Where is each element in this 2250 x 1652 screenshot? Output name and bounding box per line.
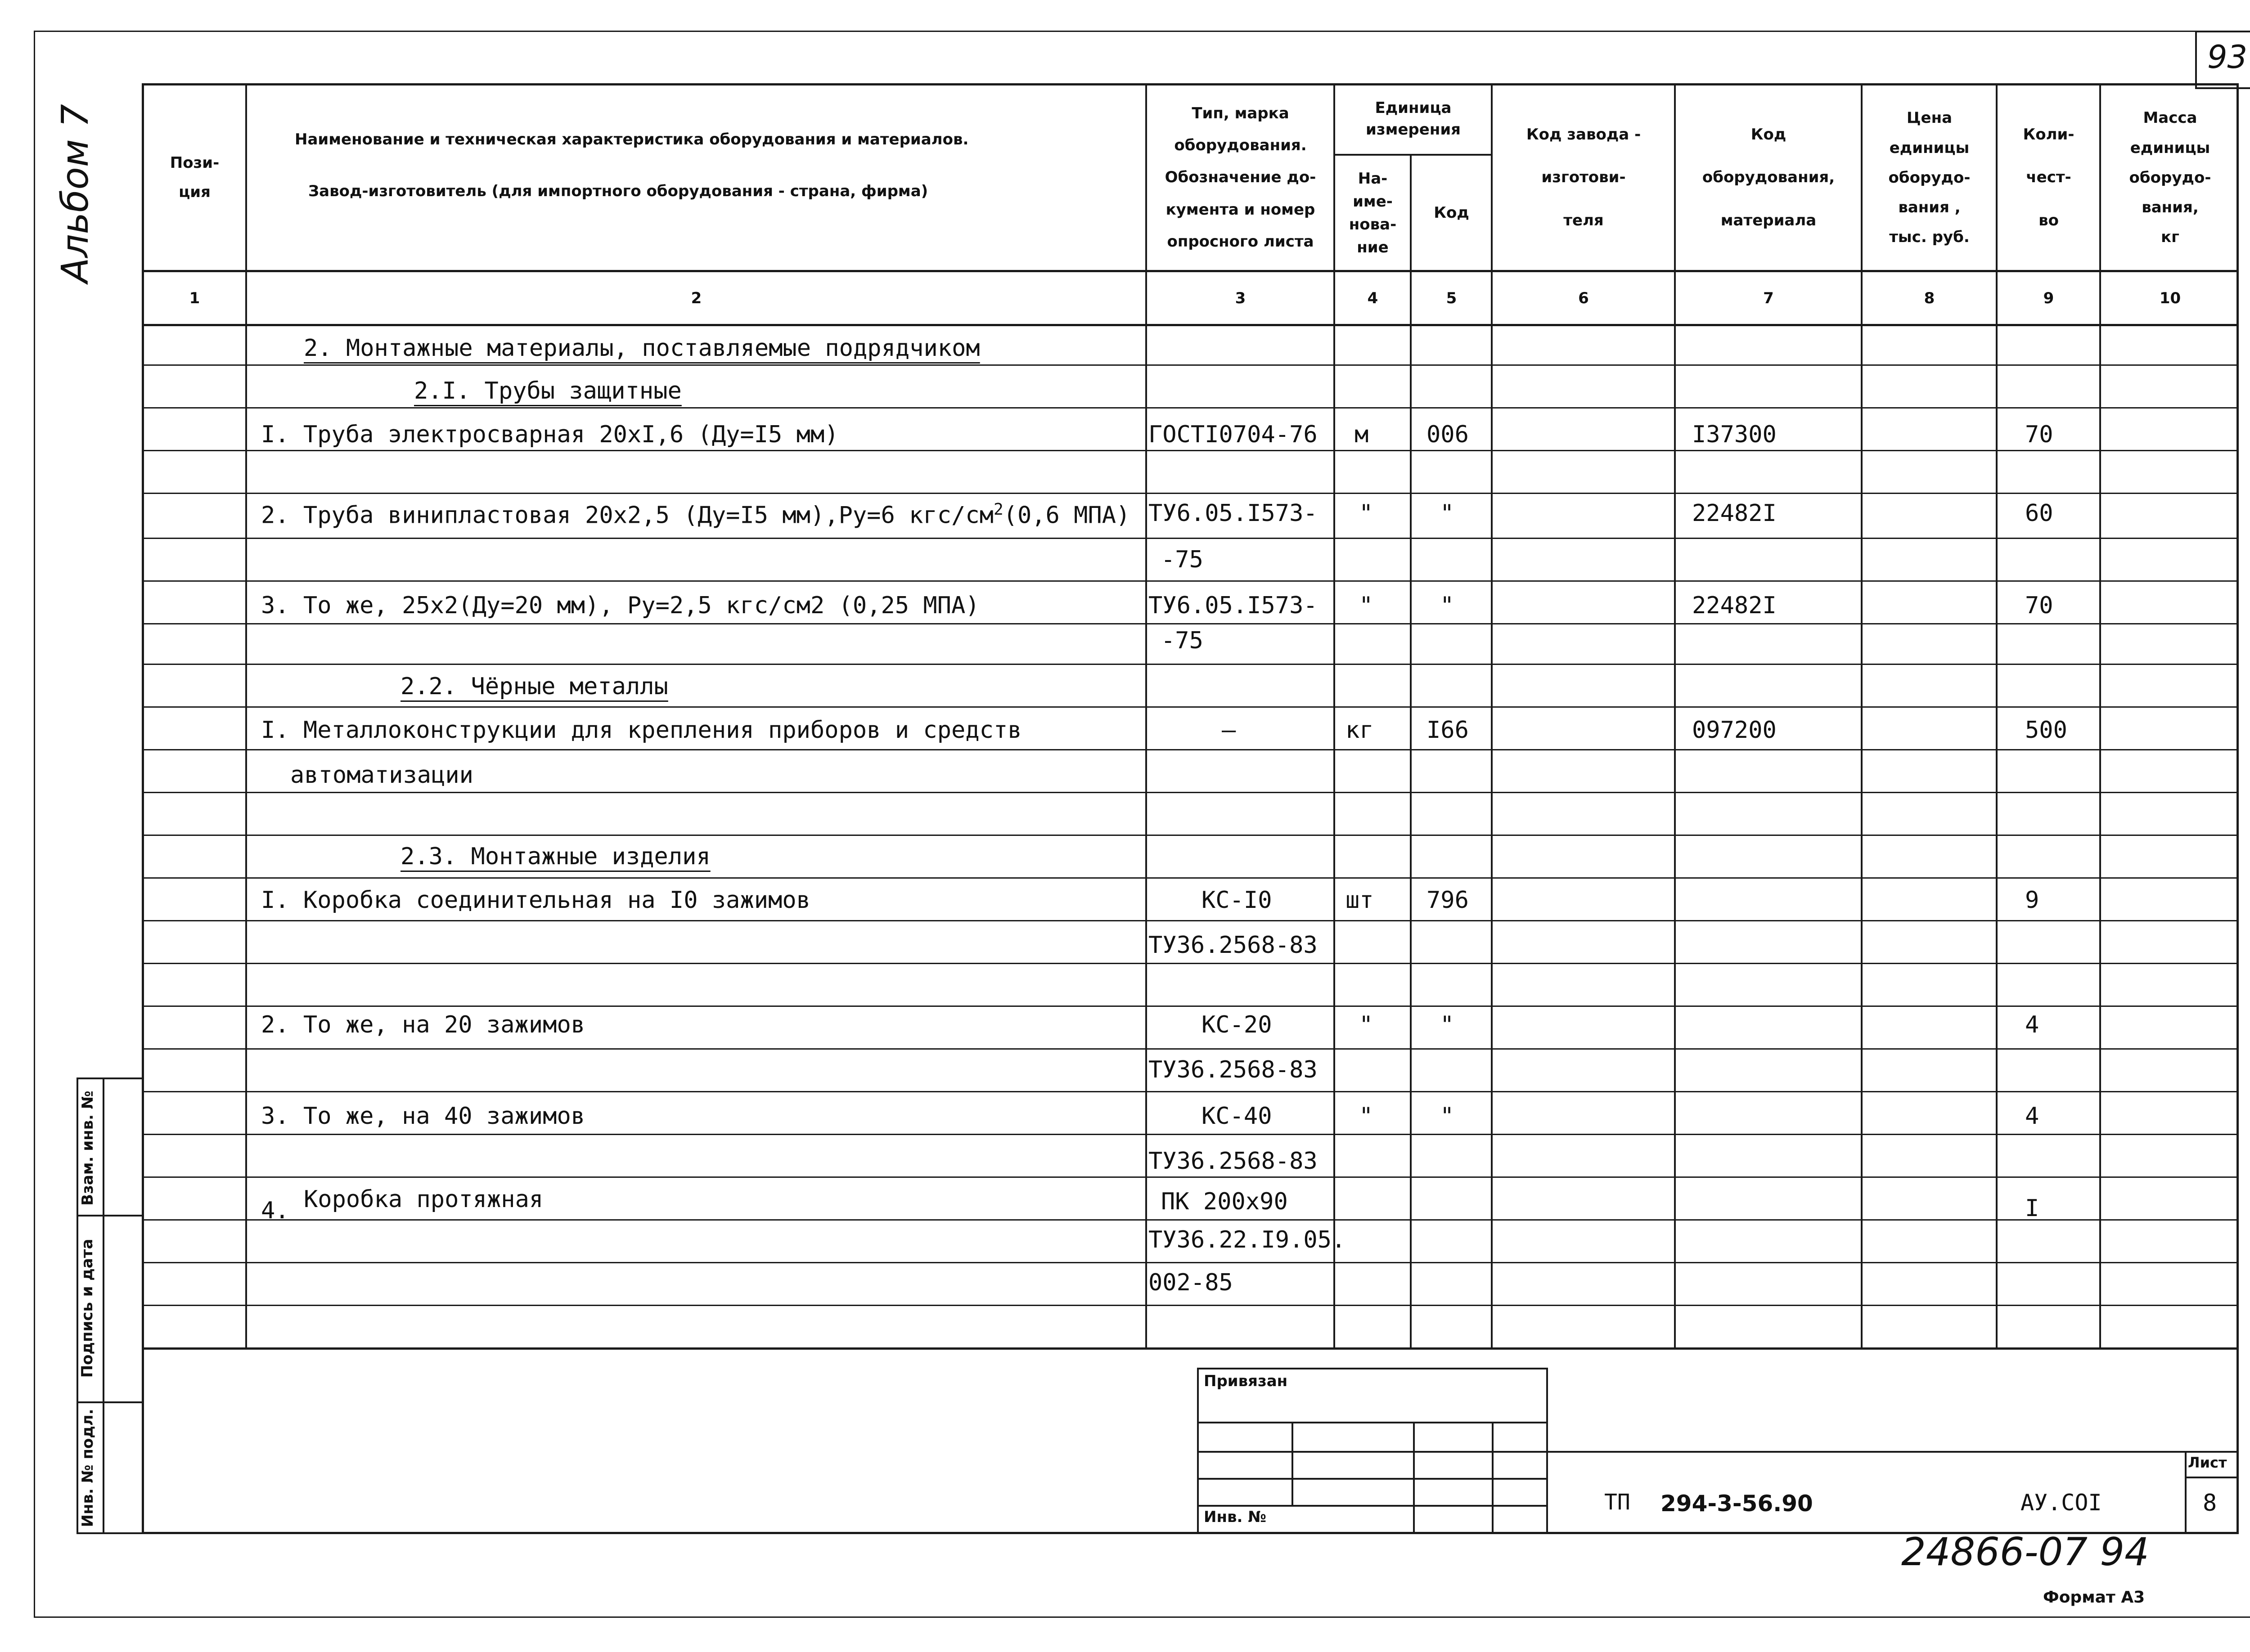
item-quantity: 500 — [2025, 717, 2067, 744]
item-name: 3. То же, 25х2(Ду=20 мм), Ру=2,5 кгс/см2 (0,25 МПА) — [261, 592, 980, 619]
item-name: 3. То же, на 40 зажимов — [261, 1103, 585, 1130]
col-line-4 — [1333, 83, 1335, 1347]
item-unit-code: " — [1440, 1103, 1454, 1130]
table-body-bottom-line — [142, 1347, 2239, 1350]
item-unit-code: 796 — [1426, 887, 1469, 914]
item-number: 4. — [261, 1197, 289, 1224]
row-line — [142, 1091, 2239, 1092]
col-line-10 — [2099, 83, 2101, 1347]
item-material-code: 097200 — [1692, 717, 1777, 744]
col-number: 10 — [2159, 289, 2181, 307]
side-label-vzam: Взам. инв. № — [79, 1091, 97, 1206]
col-number: 5 — [1446, 289, 1457, 307]
col-number: 8 — [1924, 289, 1935, 307]
item-unit: шт — [1346, 887, 1374, 914]
col-number: 3 — [1235, 289, 1246, 307]
side-label-podpis: Подпись и дата — [78, 1239, 96, 1378]
row-line — [142, 1262, 2239, 1263]
item-name: 2. То же, на 20 зажимов — [261, 1011, 585, 1038]
header-col1: Пози- ция — [170, 154, 220, 201]
header-col10: Масса единицы оборудо- вания, кг — [2129, 109, 2211, 247]
subsection-title: 2.3. Монтажные изделия — [400, 843, 711, 870]
item-doc: ТУ6.05.I573- — [1148, 500, 1318, 527]
row-line — [142, 920, 2239, 921]
privyazan-line — [1197, 1478, 1548, 1480]
project-number: 294-3-56.90 — [1660, 1490, 1813, 1517]
row-line — [142, 407, 2239, 409]
header-col2-line1: Наименование и техническая характеристика оборудования и материалов. — [295, 130, 969, 148]
item-name-cont: автоматизации — [290, 762, 473, 789]
list-label-line — [2185, 1477, 2239, 1478]
doc-code: АУ.СОI — [2020, 1490, 2102, 1516]
tp-label: ТП — [1604, 1490, 1630, 1515]
item-name: I. Коробка соединительная на I0 зажимов — [261, 887, 810, 914]
privyazan-col — [1492, 1422, 1494, 1534]
col-number: 7 — [1763, 289, 1774, 307]
side-label-inv-podl: Инв. № подл. — [79, 1409, 97, 1527]
col-line-3 — [1145, 83, 1147, 1347]
item-doc-cont: 002-85 — [1148, 1269, 1233, 1296]
unit-group-line — [1333, 154, 1491, 156]
item-name-row — [261, 502, 1130, 527]
item-doc-cont: ТУ36.2568-83 — [1148, 1148, 1318, 1175]
privyazan-line — [1197, 1505, 1548, 1507]
col-line-9 — [1996, 83, 1998, 1347]
header-unit-group: Единица измерения — [1366, 99, 1461, 139]
item-name-tail: (0,6 МПА) — [1003, 502, 1130, 529]
item-doc: – — [1222, 717, 1236, 744]
row-line — [142, 1305, 2239, 1306]
privyazan-line — [1197, 1422, 1548, 1423]
row-line — [142, 877, 2239, 879]
header-col9: Коли- чест- во — [2023, 126, 2074, 229]
col-number: 2 — [691, 289, 702, 307]
row-line — [142, 792, 2239, 793]
item-unit-code: 006 — [1426, 421, 1469, 448]
item-unit: м — [1354, 421, 1369, 448]
col-number: 4 — [1367, 289, 1378, 307]
col-line-5 — [1410, 154, 1412, 1347]
item-doc-cont: -75 — [1161, 546, 1203, 573]
item-unit: " — [1359, 1011, 1373, 1038]
item-doc: ПК 200х90 — [1161, 1188, 1288, 1215]
item-unit: " — [1359, 500, 1373, 527]
row-line — [142, 580, 2239, 582]
item-quantity: 4 — [2025, 1103, 2039, 1130]
item-material-code: 22482I — [1692, 500, 1777, 527]
title-block-top — [1548, 1451, 2239, 1453]
col-line-8 — [1861, 83, 1863, 1347]
row-line — [142, 1176, 2239, 1178]
list-number: 8 — [2203, 1490, 2217, 1517]
format-label: Формат А3 — [2043, 1588, 2145, 1607]
item-unit: " — [1359, 592, 1373, 619]
item-name: Коробка протяжная — [304, 1186, 544, 1213]
item-unit-code: " — [1440, 500, 1454, 527]
bottom-code: 24866-07 94 — [1901, 1530, 2149, 1575]
item-material-code: 22482I — [1692, 592, 1777, 619]
item-quantity: I — [2025, 1195, 2039, 1222]
col-number: 1 — [189, 289, 200, 307]
item-doc-cont: ТУ36.22.I9.05. — [1148, 1226, 1346, 1253]
col-line-2 — [245, 83, 247, 1347]
item-doc: КС-20 — [1202, 1011, 1272, 1038]
row-line — [142, 1006, 2239, 1007]
col-number: 9 — [2043, 289, 2054, 307]
item-name: I. Металлоконструкции для крепления приборов и средств — [261, 717, 1022, 744]
item-unit: кг — [1346, 717, 1374, 744]
item-doc: КС-I0 — [1202, 887, 1272, 914]
col-line-6 — [1491, 83, 1493, 1347]
header-col7: Код оборудования, материала — [1702, 126, 1835, 229]
item-doc: ГОСТI0704-76 — [1148, 421, 1318, 448]
col-line-7 — [1674, 83, 1676, 1347]
item-quantity: 70 — [2025, 592, 2053, 619]
row-line — [142, 450, 2239, 451]
side-stamp-divider — [103, 1077, 104, 1534]
item-doc: ТУ6.05.I573- — [1148, 592, 1318, 619]
privyazan-col — [1292, 1422, 1293, 1505]
item-quantity: 4 — [2025, 1011, 2039, 1038]
section-title: 2. Монтажные материалы, поставляемые подрядчиком — [304, 335, 980, 362]
item-unit-code: " — [1440, 592, 1454, 619]
header-col6: Код завода - изготови- теля — [1526, 126, 1641, 229]
page-number-corner: 93 — [2207, 39, 2248, 76]
header-col4: На- име- нова- ние — [1349, 169, 1397, 256]
header-col3: Тип, марка оборудования. Обозначение до- кумента и номер опросного листа — [1165, 104, 1316, 251]
item-doc-cont: ТУ36.2568-83 — [1148, 1056, 1318, 1083]
item-name: 2. Труба винипластовая 20х2,5 (Ду=I5 мм),Ру=6 кгс/см — [261, 502, 994, 529]
header-col2-line2: Завод-изготовитель (для импортного оборудования - страна, фирма) — [308, 182, 928, 200]
row-line — [142, 493, 2239, 494]
item-quantity: 60 — [2025, 500, 2053, 527]
privyazan-label: Привязан — [1204, 1372, 1288, 1390]
item-unit-code: " — [1440, 1011, 1454, 1038]
item-quantity: 9 — [2025, 887, 2039, 914]
item-quantity: 70 — [2025, 421, 2053, 448]
privyazan-line — [1197, 1451, 1548, 1453]
album-label: Альбом 7 — [54, 104, 97, 283]
row-line — [142, 1134, 2239, 1135]
col-number: 6 — [1578, 289, 1589, 307]
item-doc-cont: -75 — [1161, 627, 1203, 654]
header-col8: Цена единицы оборудо- вания , тыс. руб. — [1888, 109, 1971, 247]
row-line — [142, 623, 2239, 624]
item-doc-cont: ТУ36.2568-83 — [1148, 932, 1318, 959]
row-line — [142, 835, 2239, 836]
row-line — [142, 706, 2239, 708]
header-col5: Код — [1434, 204, 1469, 222]
item-name: I. Труба электросварная 20хI,6 (Ду=I5 мм) — [261, 421, 839, 448]
subsection-title: 2.2. Чёрные металлы — [400, 673, 668, 700]
row-line — [142, 538, 2239, 539]
row-line — [142, 963, 2239, 964]
item-name-superscript: 2 — [993, 500, 1004, 519]
item-doc: КС-40 — [1202, 1103, 1272, 1130]
item-unit: " — [1359, 1103, 1373, 1130]
row-line — [142, 364, 2239, 366]
row-line — [142, 1048, 2239, 1050]
row-line — [142, 664, 2239, 665]
row-line — [142, 749, 2239, 750]
number-row-bottom-line — [142, 324, 2239, 326]
subsection-title: 2.I. Трубы защитные — [414, 377, 682, 404]
list-label: Лист — [2188, 1454, 2227, 1471]
privyazan-col — [1413, 1422, 1415, 1534]
item-unit-code: I66 — [1426, 717, 1469, 744]
row-line — [142, 1219, 2239, 1221]
inv-label: Инв. № — [1204, 1508, 1267, 1526]
item-material-code: I37300 — [1692, 421, 1777, 448]
list-divider — [2185, 1451, 2187, 1534]
